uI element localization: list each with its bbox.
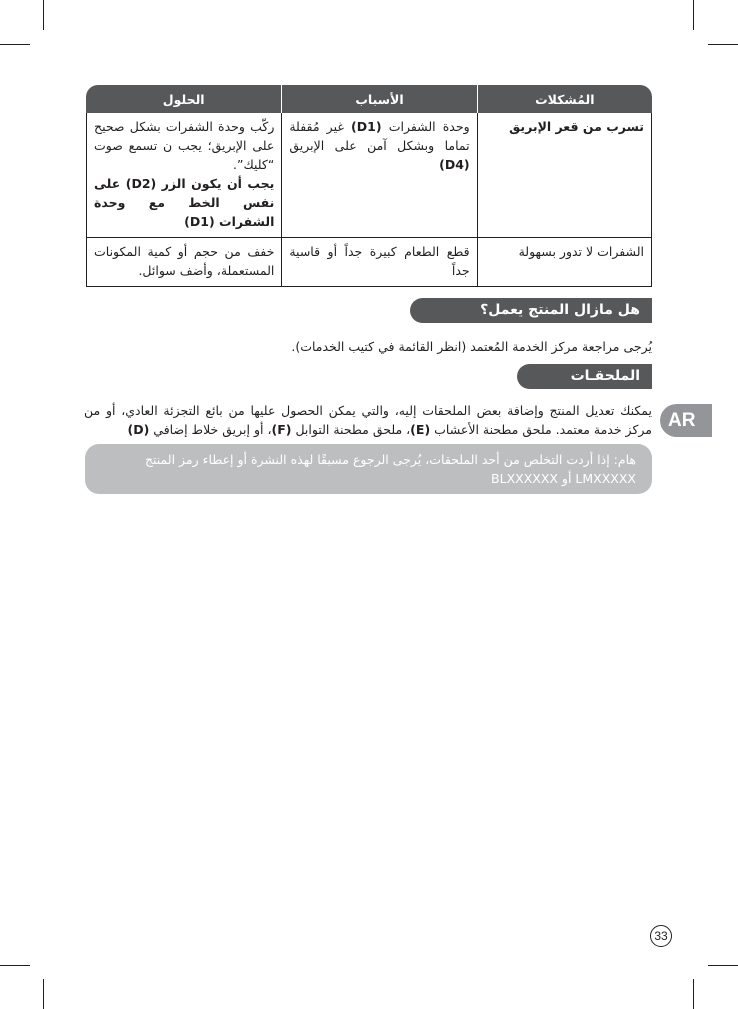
troubleshooting-table: [86, 85, 652, 287]
header-causes: الأسباب: [281, 85, 476, 113]
header-problems: المُشكلات: [477, 85, 652, 113]
problem-cell: الشفرات لا تدور بسهولة: [477, 238, 652, 287]
crop-mark: [43, 979, 44, 1009]
part-code-d: (D): [127, 422, 150, 437]
cause-text: غير مُقفلة تماما وبشكل آمن على الإبريق: [289, 119, 470, 153]
cause-cell: قطع الطعام كبيرة جداً أو قاسية جداً: [281, 238, 476, 287]
part-code-d4: (D4): [439, 157, 470, 172]
service-text: يُرجى مراجعة مركز الخدمة المُعتمد (انظر القائمة في كتيب الخدمات).: [291, 339, 652, 354]
part-code-e: (E): [410, 422, 431, 437]
crop-mark: [708, 965, 738, 966]
crop-mark: [708, 44, 738, 45]
accessories-text-part: ، أو إبريق خلاط إضافي: [149, 422, 272, 437]
crop-mark: [0, 44, 30, 45]
cause-text: وحدة الشفرات: [381, 119, 470, 134]
table-row: [86, 238, 652, 287]
part-code-f: (F): [271, 422, 292, 437]
accessories-text: [84, 401, 652, 439]
table-row: [86, 113, 652, 238]
accessories-text-part: ، ملحق مطحنة التوابل: [291, 422, 411, 437]
solution-cell: [86, 113, 281, 238]
header-solutions: الحلول: [86, 85, 281, 113]
important-note: هام: إذا أردت التخلص من أحد الملحقات، يُرجى الرجوع مسبقًا لهذه النشرة أو إعطاء رمز المنتج LMXXXXX أو BLXXXXXX: [85, 444, 652, 494]
accessories-heading: الملحقـات: [517, 364, 652, 389]
solution-text-bold: يجب أن يكون الزر (D2) على نفس الخط مع وحدة الشفرات (D1): [94, 176, 275, 229]
crop-mark: [693, 0, 694, 30]
cause-cell: [281, 113, 476, 238]
service-heading: هل مازال المنتج يعمل؟: [410, 298, 652, 323]
crop-mark: [0, 965, 30, 966]
language-tab: AR: [660, 404, 712, 437]
accessories-text-part: يمكنك تعديل المنتج وإضافة بعض الملحقات إليه، والتي يمكن الحصول عليها من بائع التجزئة العادي، أو من مركز خدمة معتمد. ملحق مطحنة الأعشاب: [84, 403, 652, 437]
solution-text: ركّب وحدة الشفرات بشكل صحيح على الإبريق؛ يجب ن تسمع صوت “كليك”.: [94, 119, 275, 172]
crop-mark: [693, 979, 694, 1009]
part-code-d1: (D1): [351, 119, 382, 134]
table-header-row: [86, 85, 652, 113]
problem-cell: تسرب من قعر الإبريق: [477, 113, 652, 238]
solution-cell: خفف من حجم أو كمية المكونات المستعملة، وأضف سوائل.: [86, 238, 281, 287]
crop-mark: [43, 0, 44, 30]
page-number: 33: [650, 925, 672, 947]
